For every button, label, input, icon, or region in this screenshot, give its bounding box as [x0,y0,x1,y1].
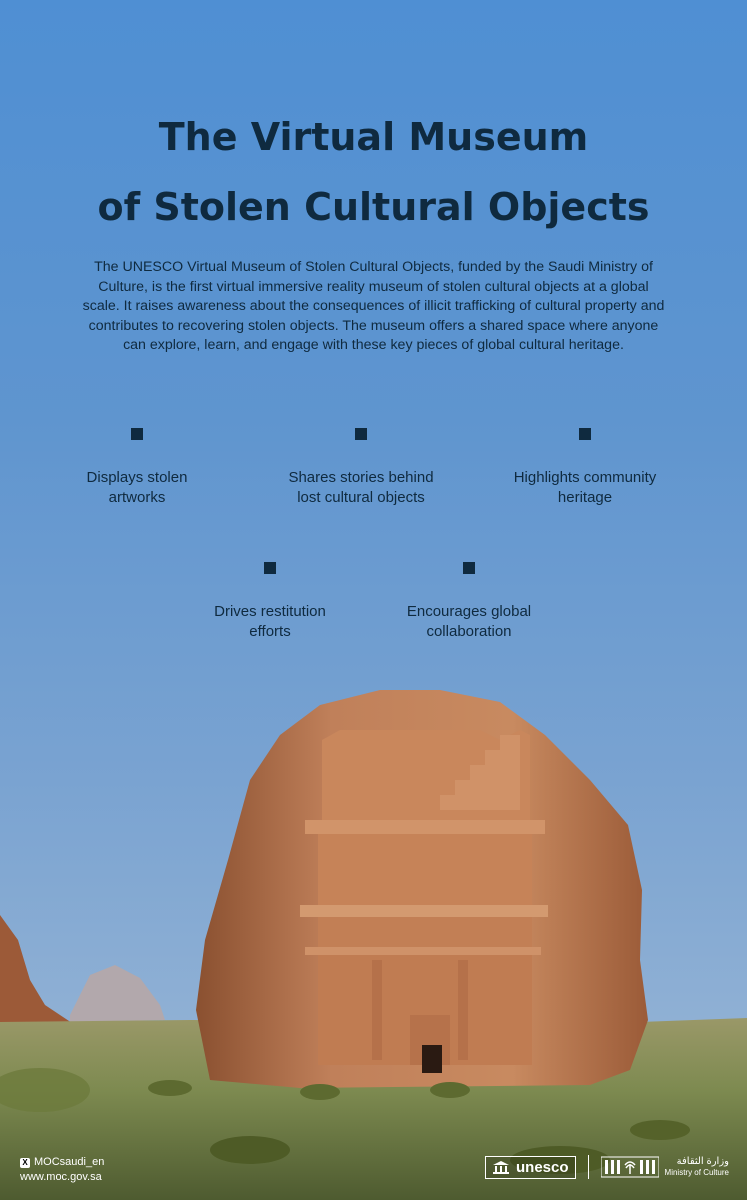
square-bullet-icon [264,562,276,574]
feature-item [485,428,685,508]
square-bullet-icon [579,428,591,440]
footer-contact [20,1155,104,1185]
ministry-of-culture-logo [601,1156,729,1178]
feature-label-line-2: collaboration [426,623,512,640]
unesco-temple-icon [492,1160,510,1174]
ministry-name-english: Ministry of Culture [664,1168,729,1177]
feature-label-line-2: artworks [108,489,166,506]
logo-divider [588,1155,589,1179]
feature-label-line-2: heritage [557,489,613,506]
feature-label-line-1: Drives restitution [214,603,326,620]
feature-label-line-1: Shares stories behind [288,469,434,486]
x-logo-icon: X [20,1158,30,1168]
intro-paragraph: The UNESCO Virtual Museum of Stolen Cultural Objects, funded by the Saudi Ministry of Culture, is the first virtual immersive reality museum of stolen cultural objects at a global scale. It raises awareness about the consequences of illicit trafficking of cultural property and contributes to recovering stolen objects. The museum offers a shared space where anyone can explore, learn, and engage with these key pieces of global cultural heritage. [82,259,665,353]
feature-label-line-2: lost cultural objects [297,489,425,506]
page-title-line-1: The Virtual Museum [158,115,589,159]
ministry-name-arabic: وزارة الثقافة [676,1156,729,1167]
unesco-label: unesco [516,1158,569,1176]
feature-item [37,428,237,508]
feature-label-line-1: Encourages global [406,603,532,620]
square-bullet-icon [355,428,367,440]
unesco-logo [485,1156,576,1179]
feature-item [261,428,461,508]
palm-emblem-icon [601,1156,659,1178]
square-bullet-icon [463,562,475,574]
feature-item [369,562,569,642]
social-handle[interactable]: MOCsaudi_en [34,1156,105,1168]
hegra-tomb-landscape-image [0,660,747,1200]
feature-label-line-1: Displays stolen [86,469,188,486]
feature-label-line-2: efforts [249,623,291,640]
website-link[interactable]: www.moc.gov.sa [20,1171,102,1183]
footer-logos [485,1155,729,1179]
square-bullet-icon [131,428,143,440]
feature-item [170,562,370,642]
page-title-line-2: of Stolen Cultural Objects [97,185,650,229]
feature-label-line-1: Highlights community [513,469,657,486]
